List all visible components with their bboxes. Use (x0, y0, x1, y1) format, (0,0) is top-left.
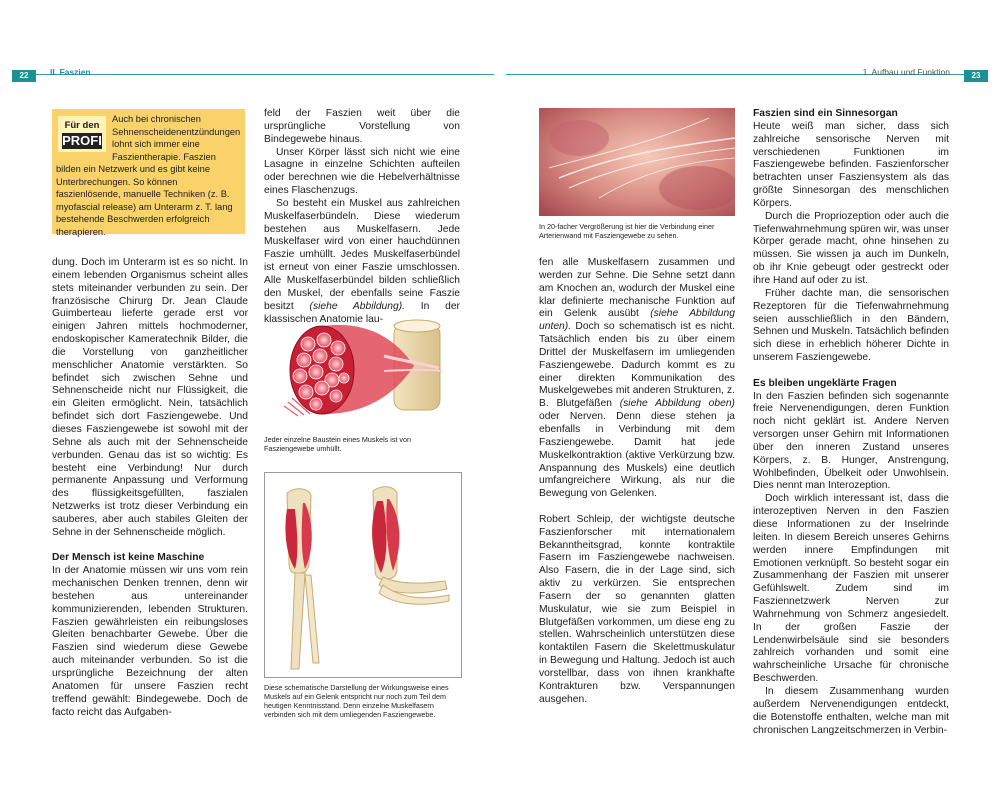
col1-paragraph-2: In der Anatomie müssen wir uns vom rein mechanischen Denken trennen, denn wir bestehen aus untereinander kommunizierenden, lebenden Strukturen. Faszien gewährleisten ein reibungsloses Gleiten benachbarter Gewebe. Über die Faszien sind wiederum diese Gewebe auch miteinander verbunden. So ist die ursprüngliche Bezeichnung der alten Anatomen für unsere Faszien recht treffend gewählt: Bindegewebe. Doch de facto reicht das Aufgaben- (52, 565, 248, 718)
col4-paragraph-4: In den Faszien befinden sich sogenannte freie Nervenendigungen, deren Funktion noch nicht geklärt ist. Andere Nerven versorgen unser Gehirn mit Informationen über den inneren Zustand unseres Körpers, z. B. Hunger, Anstrengung, Wohlbefinden, Übelkeit oder Unwohlsein. Dies nennt man Interozeption. (753, 390, 949, 492)
column-2 (264, 108, 460, 326)
arm-illustration-frame (264, 472, 462, 678)
arm-muscle-svg (265, 473, 461, 677)
col2-paragraph-3 (264, 198, 460, 326)
muscle-caption: Jeder einzelne Baustein eines Muskels ist von Fasziengewebe umhüllt. (264, 435, 412, 453)
muscle-bundle-svg (264, 316, 460, 426)
right-page-number: 23 (964, 70, 988, 82)
profi-tag-line2: PROFI (62, 133, 102, 148)
profi-text: Auch bei chronischen Sehnenscheidenentzündungen lohnt sich immer eine Faszientherapie. Faszien bilden ein Netzwerk und es gibt keine Unterbrechungen. So können faszienlösende, manuelle Techniken (z. B. myofascial release) am Unterarm z. T. lang bestehende Beschwerden erfolgreich therapieren. (56, 114, 241, 237)
column-4 (753, 108, 949, 737)
col4-heading-1: Faszien sind ein Sinnesorgan (753, 108, 898, 119)
profi-tag-line1: Für den (64, 120, 100, 131)
right-section-title: 1. Aufbau und Funktion (862, 67, 950, 77)
profi-tag (58, 116, 106, 152)
fascia-microscope-photo (539, 108, 735, 216)
left-section-title: II. Faszien (50, 67, 91, 77)
column-1 (52, 257, 248, 719)
col3-p1b: Doch so schematisch ist es nicht. Tatsächlich enden bis zu über einem Drittel der Muskelfasern im umliegenden Fasziengewebe. Dadurch kommt es zu einer direkten Kommunikation des Muskelgewebes mit anderen Strukturen, z. B. Blutgefäßen (539, 321, 735, 410)
arm-caption: Diese schematische Darstellung der Wirkungsweise eines Muskels auf ein Gelenk entspricht nur noch zum Teil dem heutigen Kenntnisstand. Denn einzelne Muskelfasern verbinden sich mit dem umliegenden Fasziengewebe. (264, 683, 449, 719)
col3-paragraph-1 (539, 257, 735, 501)
col4-heading-2: Es bleiben ungeklärte Fragen (753, 377, 897, 389)
col4-paragraph-5: Doch wirklich interessant ist, dass die interozeptiven Nerven in den Faszien diese Informationen zu der Inselrinde leiten. In diesem Bereich unseres Gehirns werden innere Empfindungen mit Emotionen verknüpft. So besteht sogar ein Zusammenhang der Faszien mit unserer Gefühlswelt. Zudem sind im Fasziennetzwerk Nerven zur Wahrnehmung von Schmerz angesiedelt. In der großen Faszie der Lendenwirbelsäule sind sie besonders zahlreich vorhanden und somit eine wahrscheinliche Ursache für chronische Beschwerden. (753, 493, 949, 685)
fascia-photo-svg (539, 108, 735, 216)
col3-p1-ref2: (siehe Abbildung oben) (619, 398, 735, 410)
col4-paragraph-2: Durch die Propriozeption oder auch die Tiefenwahrnehmung spüren wir, was unser Körper gerade macht, ohne hinsehen zu müssen. Sie wissen ja auch im Dunkeln, ob ihr Knie gebeugt oder gestreckt oder ihre Hand auf oder zu ist. (753, 210, 949, 286)
col2-paragraph-2: Unser Körper lässt sich nicht wie eine Lasagne in einzelne Schichten aufteilen oder berechnen wie die Hebelverhältnisse eines Flaschenzugs. (264, 146, 460, 197)
muscle-illustration (264, 316, 460, 426)
column-3 (539, 257, 735, 707)
col3-p1c: oder Nerven. Denn diese stehen ja ebenfalls in Verbindung mit dem Fasziengewebe. Damit hat jede Muskelkontraktion (aktive Verkürzung bzw. Anspannung des Muskels) eine deutlich umfangreichere Wirkung, als nur die Bewegung von Gelenken. (539, 411, 735, 500)
photo-caption: In 20-facher Vergrößerung ist hier die Verbindung einer Arterienwand mit Fasziengewebe zu sehen. (539, 222, 715, 240)
col3-paragraph-2: Robert Schleip, der wichtigste deutsche Faszienforscher mit internationalem Bekanntheitsgrad, konnte kontraktile Fasern im Fasziengewebe nachweisen. Also Fasern, die in der Lage sind, sich aktiv zu verkürzen. Sie entsprechen Fasern der so genannten glatten Muskulatur, wie sie zum Beispiel in Blutgefäßen vorkommen, um diese eng zu stellen. Wahrscheinlich unterstützen diese kontaktilen Fasern die Skelettmuskulatur in Bewegung und Haltung. Jedoch ist auch vorstellbar, dass von ihnen krankhafte Kontrakturen bzw. Verspannungen ausgehen. (539, 513, 735, 705)
col2-p3-ref: (siehe Abbildung). (309, 300, 406, 312)
col2-p3-text: So besteht ein Muskel aus zahlreichen Muskelfaserbündeln. Diese wiederum bestehen aus Muskelfasern. Jede Muskelfaser wird von einer hauchdünnen Faszie umhüllt. Jedes Muskelfaserbündel ist erneut von einer Faszie umschlossen. Alle Muskelfaserbündel bilden schließlich den Muskel, der ebenfalls seine Faszie besitzt (264, 197, 460, 312)
col3-p1-ref1: (siehe Abbildung unten). (539, 308, 735, 333)
col3-p1a: fen alle Muskelfasern zusammen und werden zur Sehne. Die Sehne setzt dann am Knochen an, wodurch der Muskel eine klar definierte mechanische Funktion auf ein Gelenk ausübt (539, 257, 735, 320)
col1-paragraph-1: dung. Doch im Unterarm ist es so nicht. In einem lebenden Organismus scheint alles stets miteinander verbunden zu sein. Der französische Chirurg Dr. Jean Claude Guimberteau lieferte gerade erst vor einigen Jahren mittels hochmoderner, endoskopischer Kameratechnik Bilder, die die Vorstellung von ganzheitlicher menschlicher Anatomie verstärkten. So befindet sich zwischen Sehne und Sehnenscheide nicht nur Flüssigkeit, die ein Gleiten ermöglicht. Nein, tatsächlich befindet sich dort Fasziengewebe. Und dieses Fasziengewebe ist sowohl mit der Sehne als auch mit der Sehnenscheide verbunden. Genau das ist so wichtig: Es besteht eine Verbindung! Nur durch permanente Anpassung und Verformung des flüssigkeitsgefüllten, faszialen Netzwerks ist trotz dieser Verbindung ein sauberes, aber auch stabiles Gleiten der Sehne in der Sehnenscheide möglich. (52, 257, 248, 538)
left-page-number: 22 (12, 70, 36, 82)
col4-paragraph-6: In diesem Zusammenhang wurden außerdem Nervenendigungen entdeckt, die Botenstoffe enthalten, welche man mit chronischen Langzeitschmerzen in Verbin- (753, 685, 949, 736)
col2-p3-end: In der klassischen Anatomie lau- (264, 300, 460, 325)
profi-tip-box (52, 109, 245, 237)
col4-paragraph-3: Früher dachte man, die sensorischen Rezeptoren für die Tiefenwahrnehmung seien ausschließlich in den Bändern, Sehnen und Muskeln. Tatsächlich befinden sich diese in erheblich höherer Dichte in unserem Fasziengewebe. (753, 287, 949, 364)
col1-heading: Der Mensch ist keine Maschine (52, 552, 205, 564)
col2-paragraph-1: feld der Faszien weit über die ursprüngliche Vorstellung von Bindegewebe hinaus. (264, 108, 460, 145)
col4-paragraph-1: Heute weiß man sicher, dass sich zahlreiche sensorische Nerven mit verschiedenen Funktionen im Fasziengewebe befinden. Faszienforscher betrachten unser Fasziensystem als das größte Sinnesorgan des menschlichen Körpers. (753, 120, 949, 209)
